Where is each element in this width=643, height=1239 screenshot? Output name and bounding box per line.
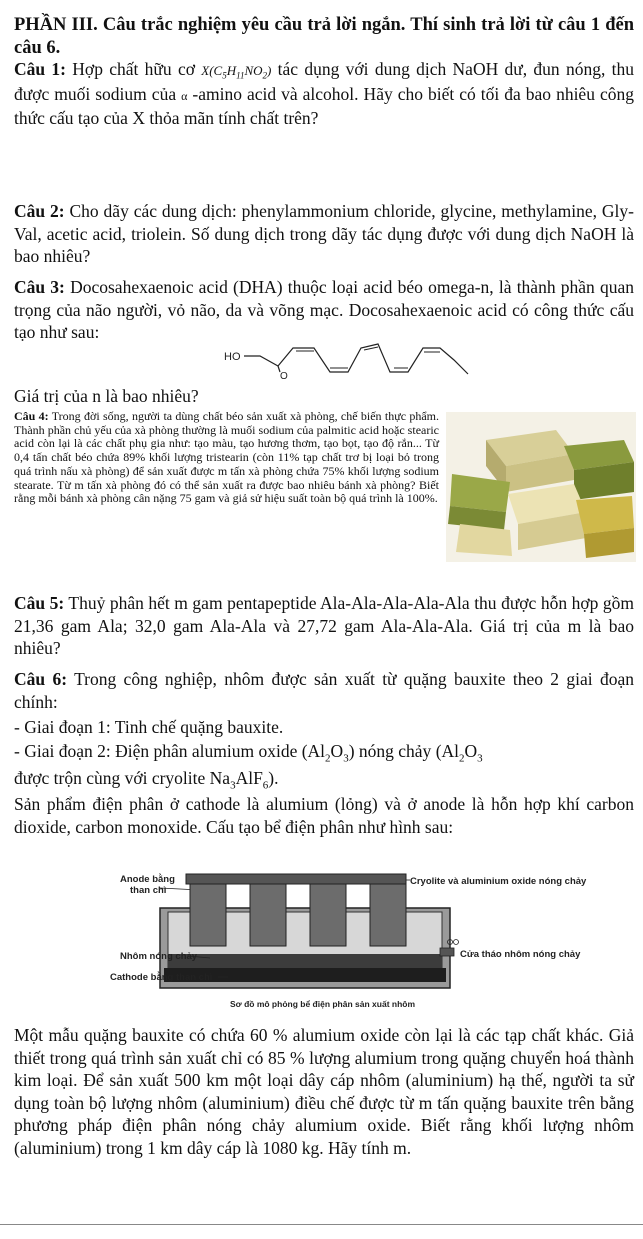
cathode-label: Cathode bằng than chì	[110, 972, 213, 983]
q6-label: Câu 6:	[14, 669, 68, 689]
q6-stage-2-cont: được trộn cùng với cryolite $Na_3AlF_6$).	[14, 768, 279, 792]
molten-aluminium-label: Nhôm nóng chảy	[120, 951, 198, 962]
q1-formula: $X(C_5H_{11}NO_2)$	[201, 63, 272, 81]
q6-stage-2: - Giai đoạn 2: Điện phân alumium oxide $(Al_2O_3)$ nóng chảy ($Al_2O_3$	[14, 741, 483, 765]
section-header: PHẦN III. Câu trắc nghiệm yêu cầu trả lời ngắn. Thí sinh trả lời từ câu 1 đến câu 6.	[14, 15, 634, 58]
dha-o-label: O	[280, 371, 288, 382]
dha-double-bond-2	[364, 347, 378, 350]
page-bottom-divider	[0, 1224, 643, 1225]
anode-label-line1: Anode bằng	[120, 874, 175, 885]
q1-text-b: tác dụng với dung dịch NaOH dư, đun nóng, thu được muối sodium của	[14, 59, 635, 104]
soap-bar-yellow	[576, 496, 634, 534]
q4-label: Câu 4:	[14, 409, 49, 423]
dha-structure-diagram	[218, 332, 478, 382]
q1-text-c: -amino acid và alcohol. Hãy cho biết có tối đa bao nhiêu công thức cấu tạo của X thỏa mãn tính chất trên?	[14, 83, 634, 128]
molten-aluminium-layer	[168, 954, 442, 968]
al2o3-formula-1: $(Al_2O_3)$	[301, 741, 355, 765]
q6-intro: Trong công nghiệp, nhôm được sản xuất từ quặng bauxite theo 2 giai đoạn chính:	[14, 669, 634, 712]
q3-text: Docosahexaenoic acid (DHA) thuộc loại acid béo omega-n, là thành phần quan trọng của não người, vỏ não, da và võng mạc. Docosahexaenoic acid có công thức cấu tạo như sau:	[14, 277, 634, 342]
q1-alpha: α	[181, 88, 188, 103]
outlet-label: Cửa tháo nhôm nóng chảy	[460, 949, 581, 960]
q1-text-a: Hợp chất hữu cơ	[66, 59, 202, 79]
question-1	[14, 58, 634, 130]
q3-label: Câu 3:	[14, 277, 65, 297]
anode-block-3	[310, 884, 346, 946]
q4-text: Trong đời sống, người ta dùng chất béo sản xuất xà phòng, chế biến thực phẩm. Thành phần chủ yếu của xà phòng thường là muối sodium của palmitic acid hoặc stearic acid còn lại là các chất phụ gia như: tạo màu, tạo hương thơm, tạo bọt, tạo độ rắn... Từ 0,4 tấn chất béo chứa 89% khối lượng tristearin (còn 11% tạp chất trơ bị loại bỏ trong quá trình nấu xà phòng) để sản xuất được m tấn xà phòng chứa 75% khối lượng sodium stearate. Từ m tấn xà phòng đó có thể sản xuất ra được bao nhiêu bánh xà phòng? Biết rằng mỗi bánh xà phòng cân nặng 75 gam và giả sử hiệu suất toàn bộ quá trình là 100%.	[14, 409, 439, 506]
anode-block-4	[370, 884, 406, 946]
anode-block-1	[190, 884, 226, 946]
q6-final: Một mẫu quặng bauxite có chứa 60 % alumium oxide còn lại là các tạp chất khác. Giả thiết trong quá trình sản xuất chỉ có 85 % lượng alumium trong quặng chuyển hoá thành kim loại. Để sản xuất 500 km một loại dây cáp nhôm (aluminium) hạ thế, người ta sử dụng toàn bộ lượng nhôm (aluminium) điều chế được từ m tấn quặng bauxite trên bằng phương pháp điện phân nóng chảy alumium oxide. Biết rằng khối lượng nhôm (aluminium) trong 1 km dây cáp là 1080 kg. Hãy tính m.	[14, 1025, 634, 1158]
q2-label: Câu 2:	[14, 201, 65, 221]
al2o3-formula-2: ($Al_2O_3$	[435, 741, 483, 765]
anode-block-2	[250, 884, 286, 946]
question-5	[14, 592, 634, 660]
q5-text: Thuỷ phân hết m gam pentapeptide Ala-Ala-Ala-Ala-Ala thu được hỗn hợp gồm 21,36 gam Ala; 32,0 gam Ala-Ala và 27,72 gam Ala-Ala-Ala. Giá trị của m là bao nhiêu?	[14, 593, 634, 658]
anode-label-line2: than chì	[130, 885, 167, 896]
q6-stage-1: - Giai đoạn 1: Tinh chế quặng bauxite.	[14, 717, 284, 737]
aluminium-outlet	[440, 948, 454, 956]
dha-ho-label: HO	[224, 351, 241, 363]
electrolysis-cell-diagram	[110, 868, 610, 1018]
anode-busbar	[186, 874, 406, 884]
question-4	[14, 410, 439, 506]
q6-product: Sản phẩm điện phân ở cathode là alumium (lỏng) và ở anode là hỗn hợp khí carbon dioxide, carbon monoxide. Cấu tạo bể điện phân như hình sau:	[14, 794, 634, 837]
dha-chain	[244, 344, 468, 374]
cryolite-label: Cryolite và aluminium oxide nóng chảy	[410, 876, 587, 887]
diagram-caption: Sơ đồ mô phỏng bể điện phân sản xuất nhôm	[230, 999, 416, 1009]
soap-bars-photo	[446, 412, 636, 562]
question-6	[14, 668, 634, 713]
q1-label: Câu 1:	[14, 59, 66, 79]
q2-text: Cho dãy các dung dịch: phenylammonium chloride, glycine, methylamine, Gly-Val, acetic acid, triolein. Số dung dịch trong dãy tác dụng được với dung dịch NaOH là bao nhiêu?	[14, 201, 634, 266]
cryolite-formula: $Na_3AlF_6$	[209, 768, 269, 792]
question-2	[14, 200, 634, 268]
q3-question: Giá trị của n là bao nhiêu?	[14, 386, 199, 406]
q5-label: Câu 5:	[14, 593, 65, 613]
